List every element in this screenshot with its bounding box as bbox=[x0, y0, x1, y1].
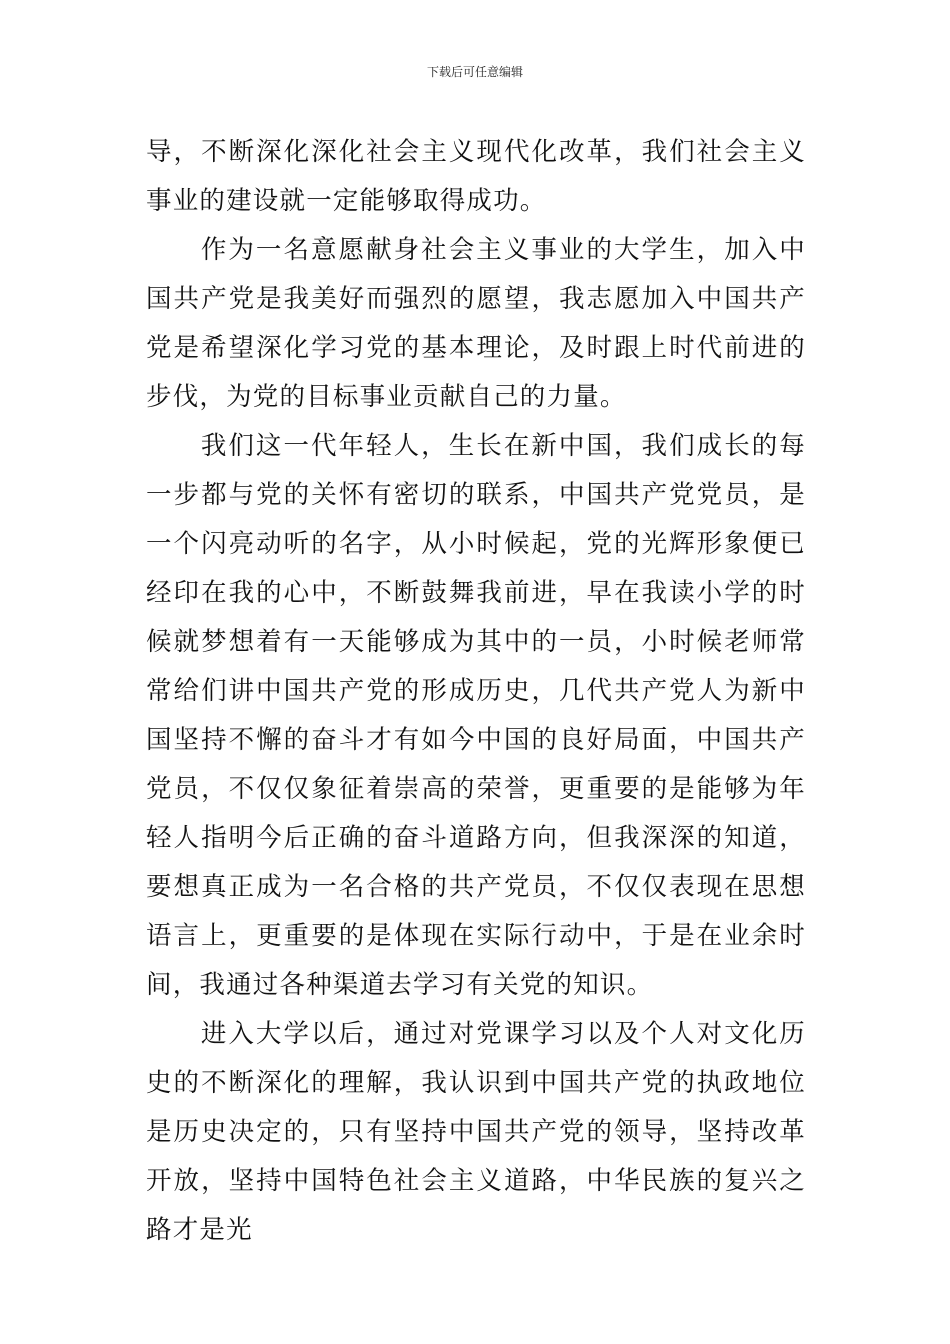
document-body bbox=[146, 128, 806, 1255]
page-header: 下载后可任意编辑 bbox=[426, 65, 523, 79]
paragraph: 作为一名意愿献身社会主义事业的大学生，加入中国共产党是我美好而强烈的愿望，我志愿加入中国共产党是希望深化学习党的基本理论，及时跟上时代前进的步伐，为党的目标事业贡献自己的力量。 bbox=[146, 235, 806, 412]
paragraph-continuation: 导，不断深化深化社会主义现代化改革，我们社会主义事业的建设就一定能够取得成功。 bbox=[146, 137, 806, 216]
paragraph: 进入大学以后，通过对党课学习以及个人对文化历史的不断深化的理解，我认识到中国共产党的执政地位是历史决定的，只有坚持中国共产党的领导，坚持改革开放，坚持中国特色社会主义道路，中华民族的复兴之路才是光 bbox=[146, 1019, 806, 1245]
paragraph: 我们这一代年轻人，生长在新中国，我们成长的每一步都与党的关怀有密切的联系，中国共产党党员，是一个闪亮动听的名字，从小时候起，党的光辉形象便已经印在我的心中，不断鼓舞我前进，早在我读小学的时候就梦想着有一天能够成为其中的一员，小时候老师常常给们讲中国共产党的形成历史，几代共产党人为新中国坚持不懈的奋斗才有如今中国的良好局面，中国共产党员，不仅仅象征着崇高的荣誉，更重要的是能够为年轻人指明今后正确的奋斗道路方向，但我深深的知道，要想真正成为一名合格的共产党员，不仅仅表现在思想语言上，更重要的是体现在实际行动中，于是在业余时间，我通过各种渠道去学习有关党的知识。 bbox=[146, 431, 806, 1000]
